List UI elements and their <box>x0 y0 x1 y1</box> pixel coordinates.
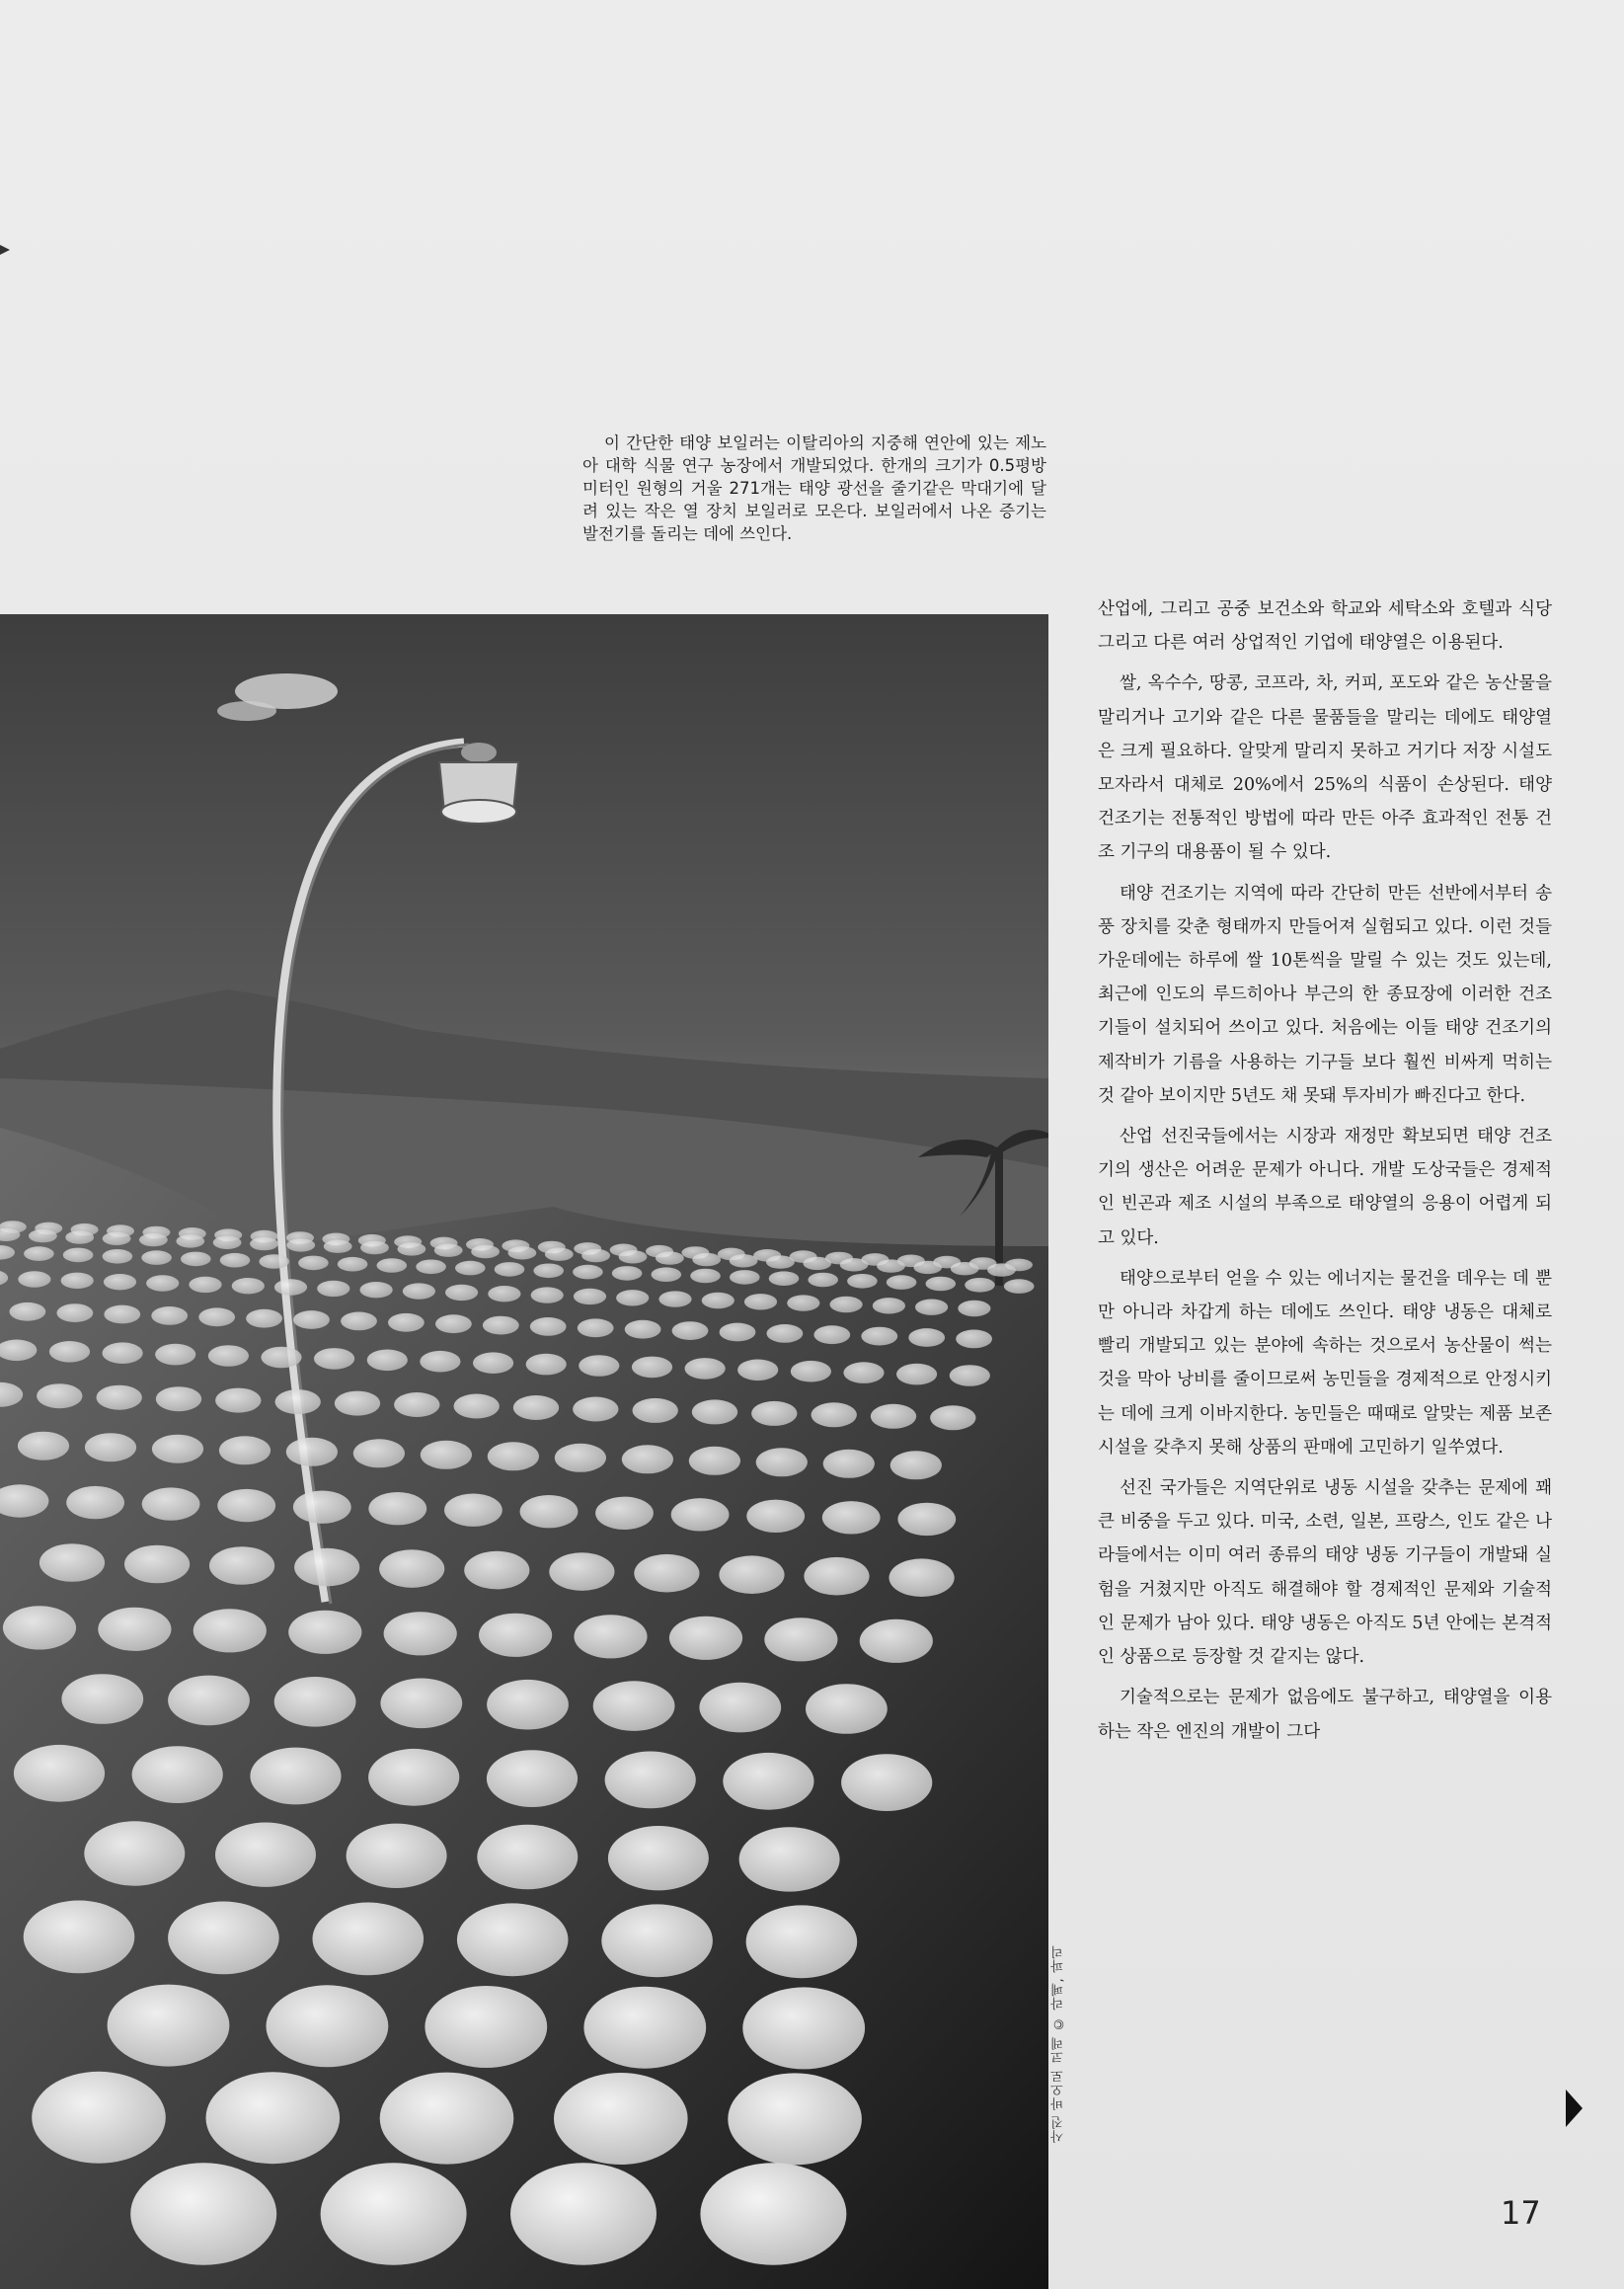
mirror-disk <box>956 1330 992 1349</box>
mirror-disk <box>189 1277 221 1293</box>
mirror-disk <box>477 1825 578 1889</box>
mirror-disk <box>508 1246 537 1259</box>
mirror-disk <box>213 1236 242 1249</box>
mirror-disk <box>533 1264 564 1279</box>
mirror-disk <box>843 1362 884 1383</box>
mirror-disk <box>384 1612 457 1655</box>
mirror-disk <box>730 1254 758 1267</box>
mirror-disk <box>18 1271 50 1287</box>
article-paragraph: 산업 선진국들에서는 시장과 재정만 확보되면 태양 건조기의 생산은 어려운 문제가 아니다. 개발 도상국들은 경제적인 빈곤과 제조 시설의 부족으로 태양열의 응용이 어렵게 되고 있다. <box>1098 1127 1552 1248</box>
mirror-disk <box>250 1237 278 1250</box>
mirror-disk <box>293 1310 330 1329</box>
mirror-disk <box>692 1399 737 1424</box>
mirror-disk <box>751 1401 797 1426</box>
mirror-disk <box>554 2073 688 2165</box>
mirror-disk <box>338 1257 368 1272</box>
mirror-disk <box>545 1248 574 1261</box>
mirror-disk <box>616 1290 649 1305</box>
mirror-disk <box>39 1543 105 1582</box>
mirror-disk <box>593 1681 675 1731</box>
mirror-disk <box>756 1448 808 1476</box>
mirror-disk <box>510 2163 657 2265</box>
mirror-disk <box>286 1438 338 1466</box>
mirror-disk <box>632 1357 672 1379</box>
mirror-disk <box>578 1318 614 1337</box>
mirror-disk <box>950 1365 990 1386</box>
mirror-disk <box>622 1445 673 1473</box>
mirror-disk <box>671 1498 730 1531</box>
mirror-disk <box>103 1342 143 1364</box>
mirror-disk <box>49 1341 90 1363</box>
mirror-disk <box>723 1753 813 1810</box>
mirror-disk <box>877 1259 905 1272</box>
mirror-disk <box>435 1314 472 1333</box>
article-paragraph: 쌀, 옥수수, 땅콩, 코프라, 차, 커피, 포도와 같은 농산물을 말리거나 고기와 같은 다른 물품들을 말리는 데에도 태양열은 크게 필요하다. 알맞게 말리지 못하고 거기다 저장 시설도 모자라서 대체로 20%에서 25%의 식품이 손상된다. 태양 건조기는 전통적인 방법에 따라 만든 아주 효과적인 전통 건조 기구의 대용품이 될 수 있다. <box>1098 673 1552 863</box>
mirror-disk <box>215 1823 316 1887</box>
mirror-disk <box>719 1555 784 1594</box>
mirror-disk <box>367 1350 408 1372</box>
mirror-disk <box>625 1320 661 1339</box>
mirror-disk <box>232 1278 265 1294</box>
mirror-disk <box>176 1234 204 1247</box>
mirror-disk <box>132 1746 223 1803</box>
mirror-disk <box>608 1826 709 1890</box>
mirror-disk <box>634 1554 699 1593</box>
solar-boiler-photo <box>0 614 1048 2289</box>
mirror-disk <box>495 1262 525 1277</box>
mirror-disk <box>142 1487 200 1520</box>
mirror-disk <box>737 1360 778 1381</box>
mirror-disk <box>896 1364 937 1385</box>
mirror-disk <box>574 1289 606 1304</box>
mirror-disk <box>259 1254 289 1269</box>
mirror-disk <box>104 1305 140 1324</box>
mirror-disk <box>24 1901 135 1974</box>
mirror-disk <box>767 1324 804 1343</box>
mirror-disk <box>416 1260 446 1275</box>
photo-caption <box>582 432 1046 545</box>
mirror-disk <box>37 1383 82 1408</box>
mirror-disk <box>720 1323 756 1342</box>
mirror-disk <box>275 1389 321 1414</box>
mirror-disk <box>915 1300 948 1315</box>
mirror-disk <box>360 1282 393 1298</box>
mirror-disk <box>471 1245 500 1258</box>
mirror-disk <box>388 1313 425 1332</box>
mirror-disk <box>742 1987 865 2069</box>
article-paragraph: 선진 국가들은 지역단위로 냉동 시설을 갖추는 문제에 꽤 큰 비중을 두고 있다. 미국, 소련, 일본, 프랑스, 인도 같은 나라들에서는 이미 여러 종류의 태양 냉동 기구들이 개발돼 실험을 거쳤지만 아직도 해결해야 할 경제적인 문제와 기술적인 문제가 남아 있다. 태양 냉동은 아직도 5년 안에는 본격적인 상품으로 등장할 것 같지는 않다. <box>1098 1478 1552 1668</box>
mirror-disk <box>368 1749 459 1806</box>
mirror-disk <box>24 1246 54 1261</box>
mirror-disk <box>822 1501 881 1534</box>
mirror-disk <box>764 1618 837 1661</box>
mirror-disk <box>274 1279 307 1295</box>
mirror-disk <box>209 1546 274 1585</box>
mirror-disk <box>487 1750 578 1807</box>
mirror-disk <box>3 1606 76 1649</box>
mirror-disk <box>930 1405 975 1430</box>
mirror-disk <box>555 1444 606 1472</box>
mirror-disk <box>313 1903 425 1976</box>
mirror-disk <box>483 1316 519 1335</box>
mirror-disk <box>193 1609 267 1652</box>
mirror-disk <box>473 1352 513 1374</box>
mirror-disk <box>689 1447 740 1475</box>
mirror-disk <box>18 1432 69 1460</box>
mirror-disk <box>806 1684 888 1734</box>
mirror-disk <box>403 1283 435 1299</box>
mirror-disk <box>293 1491 351 1524</box>
mirror-disk <box>368 1492 426 1525</box>
page-number: 17 <box>1501 2194 1541 2232</box>
mirror-disk <box>341 1312 377 1331</box>
photo-credit: 사진 바오로 코레 © 라폐, 파리 <box>1051 1944 1066 2143</box>
mirror-disk <box>84 1821 185 1885</box>
mirror-disk <box>841 1754 932 1811</box>
mirror-disk <box>314 1348 354 1370</box>
mirror-disk <box>141 1250 172 1265</box>
mirror-disk <box>549 1552 614 1591</box>
mirror-disk <box>379 1549 444 1588</box>
mirror-disk <box>573 1265 603 1280</box>
cloud <box>217 701 276 721</box>
mirror-disk <box>692 1253 721 1266</box>
mirror-disk <box>573 1397 618 1422</box>
mirror-disk <box>168 1676 250 1726</box>
mirror-disk <box>321 2163 467 2265</box>
mirror-disk <box>353 1439 405 1467</box>
mirror-disk <box>583 1987 706 2069</box>
mirror-disk <box>219 1436 271 1464</box>
mirror-disk <box>685 1358 726 1380</box>
mirror-disk <box>860 1619 933 1663</box>
mirror-disk <box>769 1271 800 1286</box>
mirror-disk <box>324 1240 352 1253</box>
page-edge-mark <box>0 245 10 255</box>
mirror-disk <box>520 1495 579 1528</box>
mirror-disk <box>746 1500 805 1533</box>
mirror-disk <box>913 1261 942 1274</box>
mirror-disk <box>526 1354 567 1376</box>
mirror-disk <box>97 1385 142 1410</box>
mirror-disk <box>444 1494 503 1527</box>
mirror-disk <box>250 1748 341 1805</box>
mirror-disk <box>690 1269 721 1284</box>
mirror-disk <box>887 1275 917 1290</box>
mirror-disk <box>700 2163 846 2265</box>
mirror-disk <box>699 1683 781 1733</box>
mirror-disk <box>656 1251 684 1264</box>
mirror-disk <box>488 1442 539 1470</box>
mirror-disk <box>1004 1279 1035 1294</box>
mirror-disk <box>840 1258 869 1271</box>
article-paragraph: 기술적으로는 문제가 없음에도 불구하고, 태양열을 이용하는 작은 엔진의 개발이 그다 <box>1098 1688 1552 1742</box>
mirror-disk <box>335 1391 380 1416</box>
mirror-disk <box>155 1344 195 1366</box>
mirror-disk <box>85 1433 136 1461</box>
photo-caption-text: 이 간단한 태양 보일러는 이탈리아의 지중해 연안에 있는 제노아 대학 식물 연구 농장에서 개발되었다. 한개의 크기가 0.5평방미터인 원형의 거울 271개는 태양 광선을 줄기같은 막대기에 달려 있는 작은 열 장치 보일러로 모은다. 보일러에서 나온 증기는 발전기를 돌리는 데에 쓰인다. <box>582 434 1046 543</box>
mirror-disk <box>652 1267 682 1282</box>
mirror-disk <box>394 1392 439 1417</box>
mirror-disk <box>425 1986 547 2068</box>
mirror-disk <box>130 2163 276 2265</box>
mirror-disk <box>633 1398 678 1423</box>
mirror-disk <box>347 1824 447 1888</box>
mirror-disk <box>181 1252 211 1267</box>
mirror-disk <box>488 1286 520 1302</box>
mirror-disk <box>274 1677 356 1727</box>
mirror-disk <box>146 1275 179 1291</box>
mirror-disk <box>479 1614 552 1657</box>
mirror-disk <box>398 1242 426 1255</box>
mirror-disk <box>457 1903 569 1976</box>
mirror-disk <box>65 1230 94 1243</box>
mirror-disk <box>702 1293 735 1308</box>
mirror-disk <box>889 1558 955 1597</box>
mirror-disk <box>63 1248 94 1263</box>
mirror-disk <box>823 1450 875 1478</box>
mirror-disk <box>168 1902 279 1975</box>
mirror-disk <box>730 1270 760 1285</box>
mirror-disk <box>298 1256 329 1271</box>
mirror-disk <box>205 2072 340 2164</box>
mirror-disk <box>261 1347 301 1369</box>
mirror-disk <box>951 1262 979 1275</box>
mirror-disk <box>581 1249 610 1262</box>
mirror-disk <box>29 1229 57 1242</box>
mirror-disk <box>605 1752 696 1809</box>
mirror-disk <box>360 1241 389 1254</box>
mirror-disk <box>215 1388 261 1413</box>
article-paragraph: 산업에, 그리고 공중 보건소와 학교와 세탁소와 호텔과 식당 그리고 다른 여러 상업적인 기업에 태양열은 이용된다. <box>1098 599 1552 654</box>
mirror-disk <box>104 1274 136 1290</box>
solar-boiler-photo-image <box>0 614 1048 2289</box>
mirror-disk <box>926 1277 957 1292</box>
mirror-disk <box>890 1451 942 1479</box>
mirror-disk <box>139 1233 168 1246</box>
mirror-disk <box>574 1615 647 1658</box>
mirror-disk <box>220 1253 251 1268</box>
mirror-disk <box>873 1298 905 1313</box>
mirror-disk <box>108 1985 230 2067</box>
mirror-disk <box>445 1285 478 1301</box>
mirror-disk <box>294 1548 359 1587</box>
mirror-disk <box>766 1255 795 1268</box>
continue-arrow-icon <box>1566 2090 1583 2127</box>
mirror-disk <box>579 1355 619 1377</box>
mirror-disk <box>103 1232 131 1245</box>
mirror-disk <box>847 1274 878 1289</box>
mirror-disk <box>531 1287 564 1302</box>
mirror-disk <box>208 1345 249 1367</box>
mirror-disk <box>151 1306 188 1325</box>
mirror-disk <box>601 1904 713 1977</box>
mirror-disk <box>612 1266 643 1281</box>
mirror-disk <box>66 1486 124 1519</box>
mirror-disk <box>434 1244 463 1257</box>
mirror-disk <box>455 1261 486 1276</box>
mirror-disk <box>965 1278 995 1293</box>
mirror-disk <box>61 1273 94 1289</box>
mirror-disk <box>530 1317 567 1336</box>
mirror-disk <box>377 1258 408 1273</box>
mirror-disk <box>267 1985 389 2067</box>
mirror-disk <box>803 1257 831 1270</box>
mirror-disk <box>288 1611 361 1654</box>
article-body <box>1098 592 1552 1756</box>
mirror-disk <box>246 1309 282 1328</box>
mirror-disk <box>286 1238 315 1251</box>
mirror-disk <box>619 1250 648 1263</box>
mirror-disk <box>739 1827 840 1891</box>
mirror-disk <box>812 1402 857 1427</box>
mirror-disk <box>454 1394 500 1419</box>
mirror-disk <box>958 1301 990 1316</box>
mirror-disk <box>808 1273 838 1288</box>
mirror-disk <box>987 1263 1016 1276</box>
mirror-disk <box>420 1351 460 1373</box>
mirror-disk <box>787 1295 819 1310</box>
mirror-disk <box>317 1281 349 1297</box>
mirror-disk <box>380 2073 514 2165</box>
mirror-disk <box>156 1386 201 1411</box>
mirror-disk <box>813 1325 850 1344</box>
mirror-disk <box>61 1674 143 1724</box>
mirror-disk <box>98 1608 171 1651</box>
mirror-disk <box>669 1617 742 1660</box>
mirror-disk <box>871 1404 916 1429</box>
article-paragraph: 태양 건조기는 지역에 따라 간단히 만든 선반에서부터 송풍 장치를 갖춘 형태까지 만들어져 실험되고 있다. 이런 것들 가운데에는 하루에 쌀 10톤씩을 말릴 수 있는 것도 있는데, 최근에 인도의 루드히아나 부근의 한 종묘장에 이러한 건조기들이 설치되어 쓰이고 있다. 처음에는 이들 태양 건조기의 제작비가 기름을 사용하는 기구들 보다 훨씬 비싸게 먹히는 것 같아 보이지만 5년도 채 못돼 투자비가 빠진다고 한다. <box>1098 883 1552 1106</box>
mirror-disk <box>103 1249 133 1264</box>
mirror-disk <box>421 1441 472 1469</box>
mirror-disk <box>198 1307 235 1326</box>
mirror-disk <box>152 1435 203 1463</box>
article-paragraph: 태양으로부터 얻을 수 있는 에너지는 물건을 데우는 데 뿐만 아니라 차갑게 하는 데에도 쓰인다. 태양 냉동은 대체로 빨리 개발되고 있는 분야에 속하는 것으로서 농산물이 썩는 것을 막아 낭비를 줄이므로써 농민들을 경제적으로 안정시키는 데에 크게 이바지한다. 농민들은 때때로 알맞는 제품 보존 시설을 갖추지 못해 상품의 판매에 고민하기 일쑤였다. <box>1098 1268 1552 1458</box>
mirror-disk <box>487 1680 569 1730</box>
mirror-disk <box>830 1297 863 1312</box>
mirror-disk <box>804 1557 869 1596</box>
mirror-disk <box>14 1745 105 1802</box>
mirror-disk <box>897 1503 956 1536</box>
mirror-disk <box>672 1321 709 1340</box>
mirror-disk <box>861 1327 897 1346</box>
mirror-disk <box>10 1302 46 1321</box>
mirror-disk <box>728 2073 862 2165</box>
mirror-disk <box>658 1291 691 1306</box>
mirror-disk <box>464 1551 529 1590</box>
mirror-disk <box>746 1905 858 1978</box>
mirror-disk <box>744 1294 777 1309</box>
mirror-disk <box>513 1395 559 1420</box>
mirror-disk <box>380 1679 462 1729</box>
mirror-disk <box>217 1489 275 1522</box>
mirror-disk <box>791 1361 831 1382</box>
mirror-disk <box>32 2072 166 2164</box>
mirror-disk <box>124 1545 190 1584</box>
mirror-disk <box>908 1328 945 1347</box>
mirror-disk <box>57 1303 94 1322</box>
mirror-disk <box>595 1497 654 1530</box>
